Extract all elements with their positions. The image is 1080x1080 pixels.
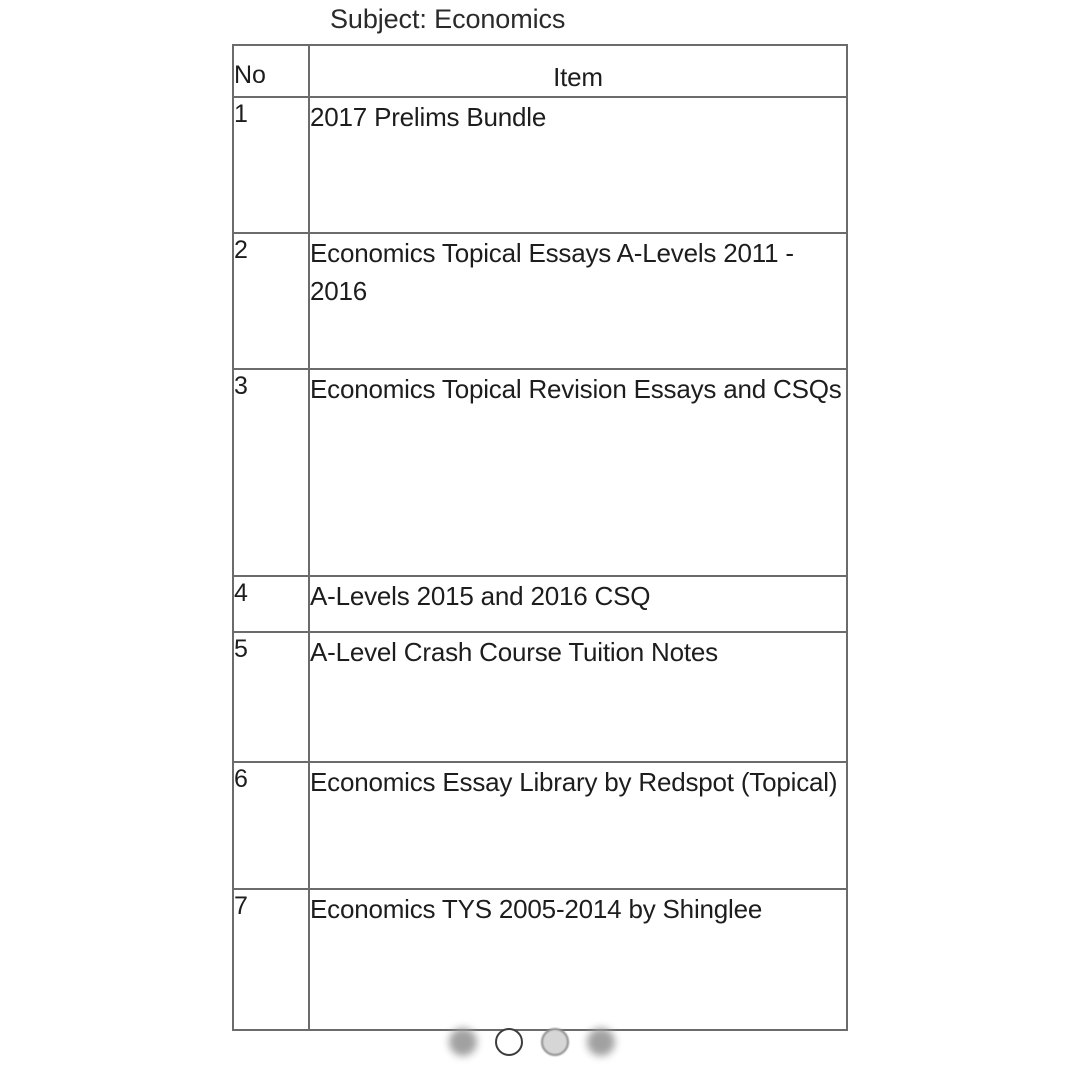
row-number: 3	[233, 369, 309, 576]
row-number: 2	[233, 233, 309, 369]
table-header-row	[233, 45, 847, 97]
column-header-no: No	[233, 45, 309, 97]
row-item-name: Economics Topical Revision Essays and CSQs	[309, 369, 847, 576]
table-row[interactable]	[233, 576, 847, 632]
pagination-dots	[449, 1024, 634, 1060]
table-body	[233, 97, 847, 1030]
row-item-name: 2017 Prelims Bundle	[309, 97, 847, 233]
table-row[interactable]	[233, 762, 847, 889]
row-item-name: Economics Essay Library by Redspot (Topical)	[309, 762, 847, 889]
row-item-name: Economics Topical Essays A-Levels 2011 - 2016	[309, 233, 847, 369]
row-item-name: A-Level Crash Course Tuition Notes	[309, 632, 847, 762]
item-list-table-wrapper	[232, 44, 846, 1031]
column-header-item: Item	[309, 45, 847, 97]
row-number: 1	[233, 97, 309, 233]
row-number: 6	[233, 762, 309, 889]
table-row[interactable]	[233, 233, 847, 369]
page-dot-2[interactable]	[495, 1028, 523, 1056]
table-row[interactable]	[233, 632, 847, 762]
page-dot-4[interactable]	[587, 1028, 615, 1056]
row-number: 4	[233, 576, 309, 632]
page-title: Subject: Economics	[330, 4, 566, 34]
page-dot-3[interactable]	[541, 1028, 569, 1056]
row-item-name: A-Levels 2015 and 2016 CSQ	[309, 576, 847, 632]
page-dot-1[interactable]	[449, 1028, 477, 1056]
table-header	[233, 45, 847, 97]
document-title-bar	[0, 0, 1080, 40]
item-list-table	[232, 44, 848, 1031]
table-row[interactable]	[233, 369, 847, 576]
row-item-name: Economics TYS 2005-2014 by Shinglee	[309, 889, 847, 1030]
row-number: 5	[233, 632, 309, 762]
table-row[interactable]	[233, 97, 847, 233]
table-row[interactable]	[233, 889, 847, 1030]
row-number: 7	[233, 889, 309, 1030]
